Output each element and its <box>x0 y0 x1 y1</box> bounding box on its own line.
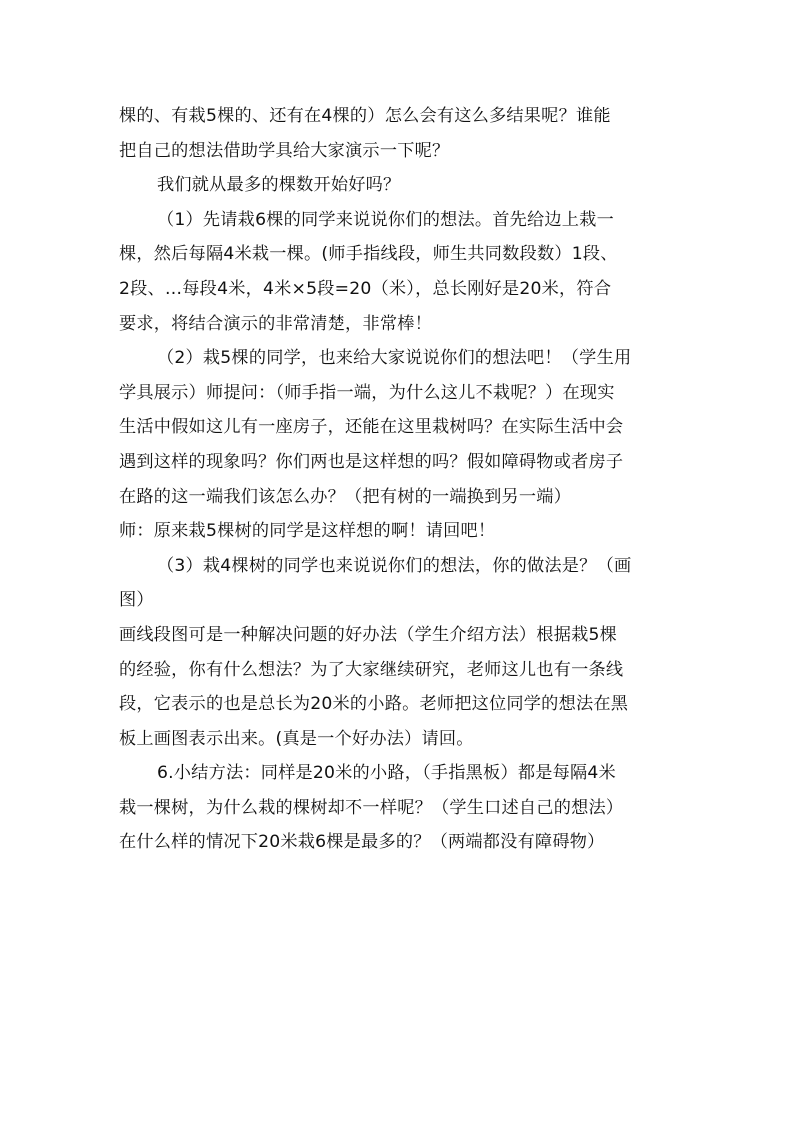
text-line-4: （1）先请栽6棵的同学来说说你们的想法。首先给边上栽一 <box>157 209 614 230</box>
text-line-20: 6.小结方法：同样是20米的小路，（手指黑板）都是每隔4米 <box>157 763 616 784</box>
text-line-14: （3）栽4棵树的同学也来说说你们的想法，你的做法是？（画 <box>157 555 632 576</box>
text-line-6: 2段、…每段4米，4米×5段=20（米），总长刚好是20米，符合 <box>119 278 612 299</box>
text-line-9: 学具展示）师提问：（师手指一端，为什么这儿不栽呢？）在现实 <box>119 382 615 403</box>
text-line-22: 在什么样的情况下20米栽6棵是最多的？（两端都没有障碍物） <box>119 832 605 853</box>
text-line-18: 段，它表示的也是总长为20米的小路。老师把这位同学的想法在黑 <box>119 694 629 715</box>
text-line-12: 在路的这一端我们该怎么办？（把有树的一端换到另一端） <box>119 486 572 507</box>
text-line-19: 板上画图表示出来。(真是一个好办法）请回。 <box>119 728 474 749</box>
text-line-10: 生活中假如这儿有一座房子，还能在这里栽树吗？在实际生活中会 <box>119 417 624 438</box>
text-line-16: 画线段图可是一种解决问题的好办法（学生介绍方法）根据栽5棵 <box>119 624 617 645</box>
text-line-21: 栽一棵树，为什么栽的棵树却不一样呢？（学生口述自己的想法） <box>119 797 624 818</box>
text-line-7: 要求，将结合演示的非常清楚，非常棒！ <box>119 313 432 334</box>
text-line-3: 我们就从最多的棵数开始好吗？ <box>157 175 401 196</box>
text-line-1: 棵的、有栽5棵的、还有在4棵的）怎么会有这么多结果呢？谁能 <box>119 106 611 126</box>
text-line-17: 的经验，你有什么想法？为了大家继续研究，老师这儿也有一条线 <box>119 659 624 680</box>
text-line-5: 棵，然后每隔4米栽一棵。(师手指线段，师生共同数段数）1段、 <box>119 244 618 265</box>
text-line-11: 遇到这样的现象吗？你们两也是这样想的吗？假如障碍物或者房子 <box>119 451 624 472</box>
text-line-13: 师：原来栽5棵树的同学是这样想的啊！请回吧！ <box>119 521 496 542</box>
document-body <box>119 99 679 860</box>
text-line-15: 图） <box>119 590 154 611</box>
text-line-8: （2）栽5棵的同学，也来给大家说说你们的想法吧！（学生用 <box>157 348 632 369</box>
text-line-2: 把自己的想法借助学具给大家演示一下呢？ <box>119 140 450 161</box>
